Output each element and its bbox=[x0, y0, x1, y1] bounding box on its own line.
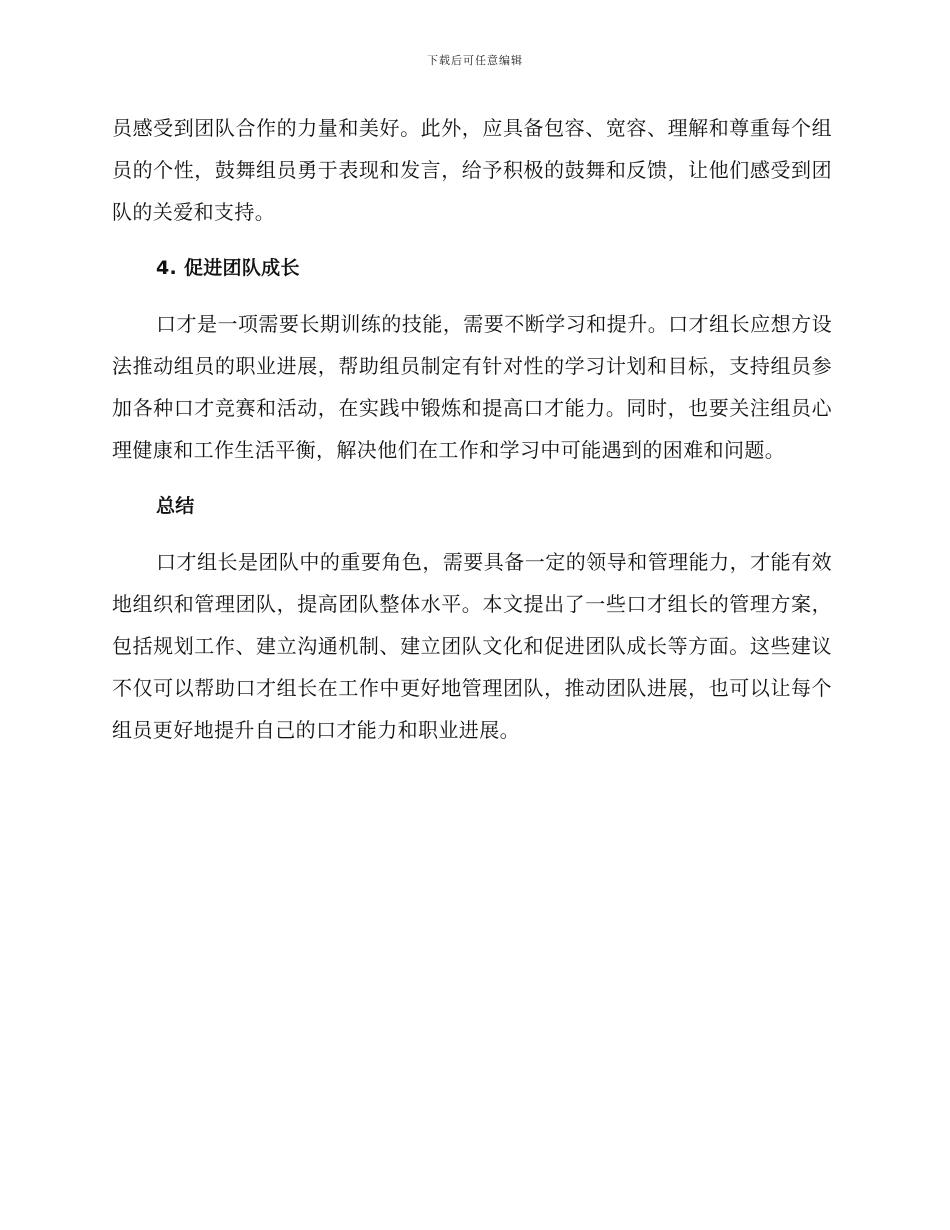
section-heading-promote-growth: 4. 促进团队成长 bbox=[156, 257, 300, 279]
paragraph-summary: 口才组长是团队中的重要角色，需要具备一定的领导和管理能力，才能有效地组织和管理团队，提高团队整体水平。本文提出了一些口才组长的管理方案，包括规划工作、建立沟通机制、建立团队文化和促进团队成长等方面。这些建议不仅可以帮助口才组长在工作中更好地管理团队，推动团队进展，也可以让每个组员更好地提升自己的口才能力和职业进展。 bbox=[112, 550, 832, 742]
page-header: 下载后可任意编辑 bbox=[427, 54, 523, 67]
paragraph-continuation: 员感受到团队合作的力量和美好。此外，应具备包容、宽容、理解和尊重每个组员的个性，鼓舞组员勇于表现和发言，给予积极的鼓舞和反馈，让他们感受到团队的关爱和支持。 bbox=[112, 116, 832, 224]
paragraph-promote-growth: 口才是一项需要长期训练的技能，需要不断学习和提升。口才组长应想方设法推动组员的职业进展，帮助组员制定有针对性的学习计划和目标，支持组员参加各种口才竞赛和活动，在实践中锻炼和提高口才能力。同时，也要关注组员心理健康和工作生活平衡，解决他们在工作和学习中可能遇到的困难和问题。 bbox=[112, 312, 832, 462]
document-body bbox=[112, 107, 832, 751]
section-heading-summary: 总结 bbox=[156, 495, 195, 517]
